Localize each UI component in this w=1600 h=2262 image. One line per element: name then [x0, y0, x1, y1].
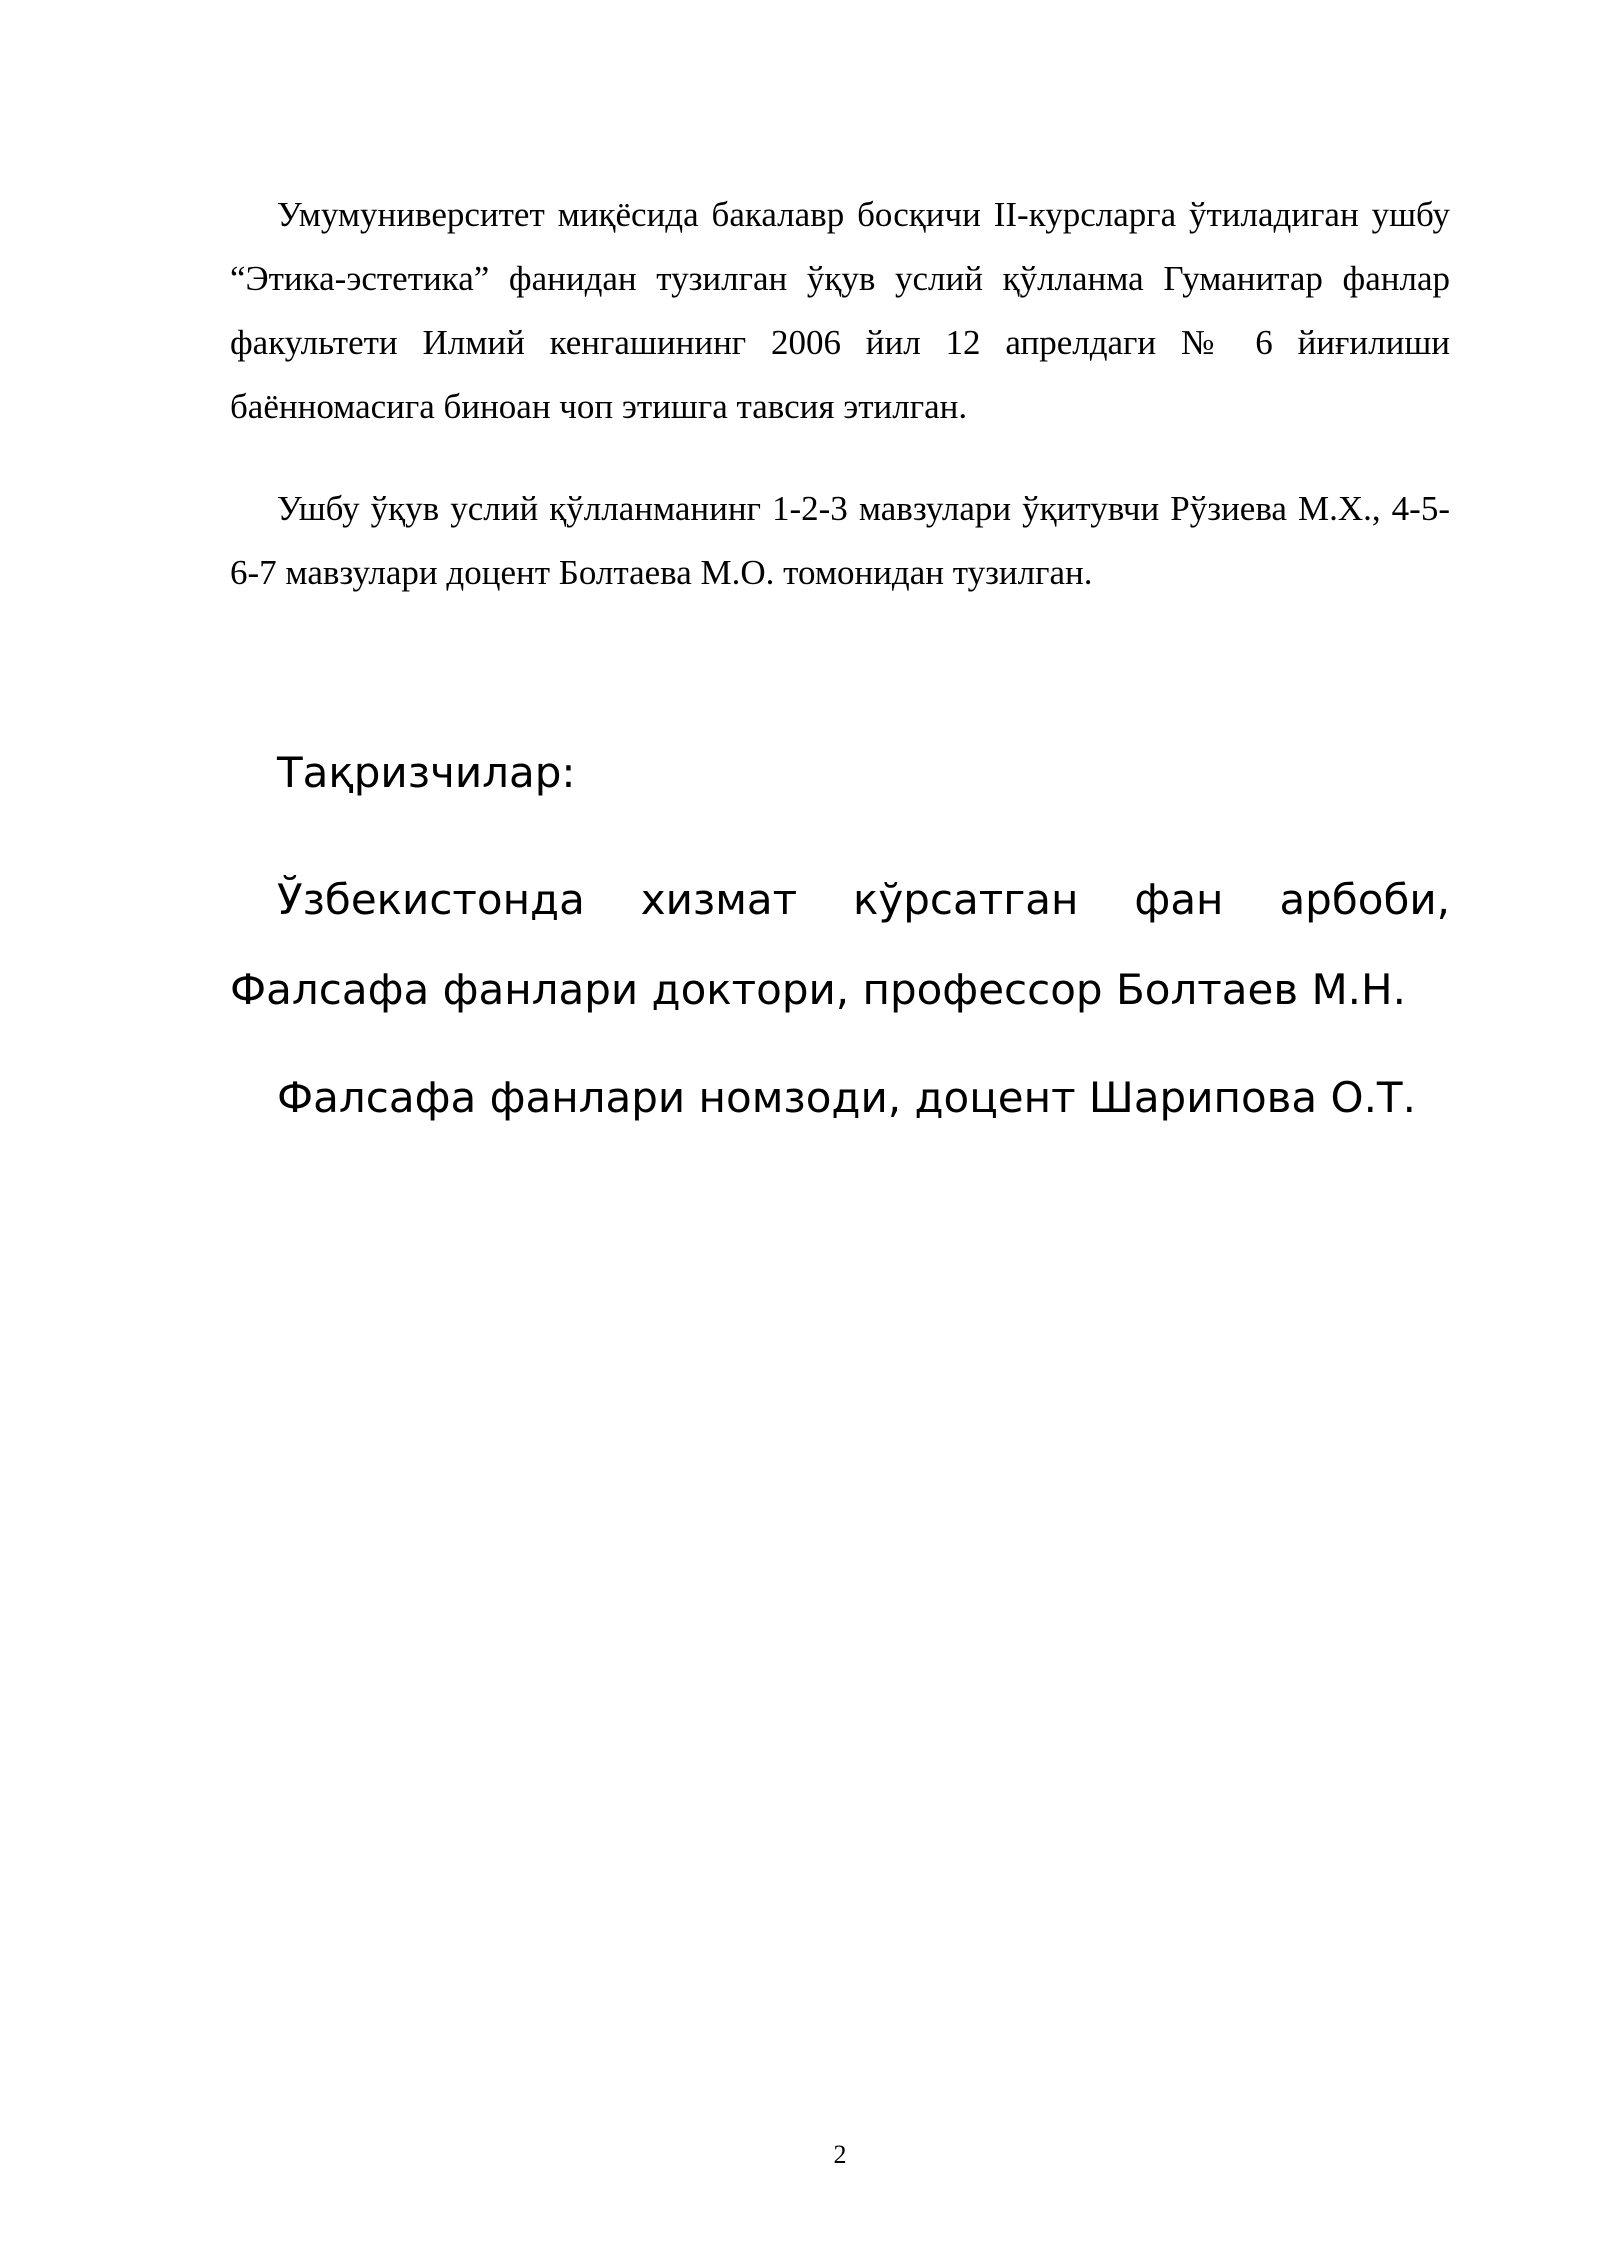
reviewers-heading: Тақризчилар: [277, 748, 576, 797]
reviewer-entry-1: Ўзбекистонда хизмат кўрсатган фан арбоби, Фалсафа фанлари доктори, профессор Болтаев М.Н. [230, 875, 1450, 1014]
approval-paragraph: Умумуниверситет миқёсида бакалавр босқичи II-курсларга ўтиладиган ушбу “Этика-эстетика” фанидан тузилган ўқув услий қўлланма Гуманитар фанлар факультети Илмий кенгашининг 2006 йил 12 апрелдаги № 6 йиғилиши баённомасига биноан чоп этишга тавсия этилган. [230, 195, 1450, 426]
page-number: 2 [833, 2140, 847, 2169]
reviewer-entry-2: Фалсафа фанлари номзоди, доцент Шарипова О.Т. [277, 1073, 1416, 1122]
authors-paragraph: Ушбу ўқув услий қўлланманинг 1-2-3 мавзулари ўқитувчи Рўзиева М.Х., 4-5-6-7 мавзулари доцент Болтаева М.О. томонидан тузилган. [230, 489, 1450, 592]
